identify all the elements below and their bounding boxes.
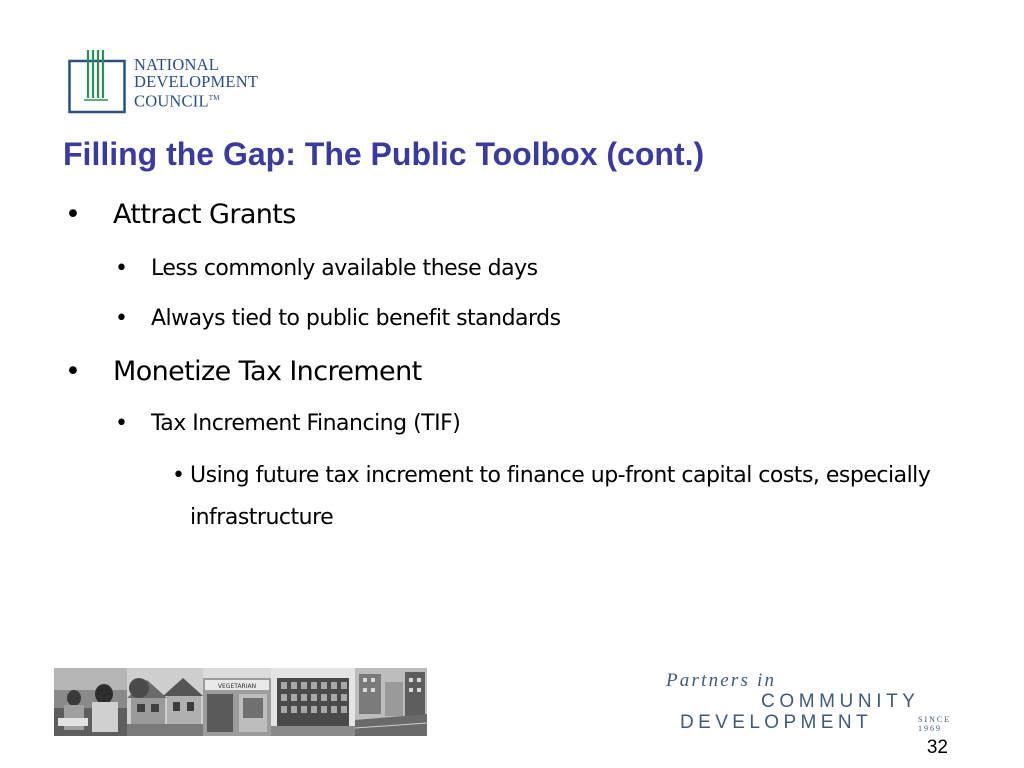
tagline-partners: Partners in [666, 670, 777, 691]
bullet-dot-icon: • [115, 411, 128, 436]
tagline-development: DEVELOPMENT [680, 712, 872, 733]
tagline-community: COMMUNITY [761, 691, 920, 712]
brick-building-photo [271, 668, 355, 736]
meeting-photo [54, 668, 127, 736]
city-block-photo [355, 668, 427, 736]
bullet-dot-icon: • [115, 306, 128, 331]
bullet-dot-icon: • [65, 199, 81, 230]
page-number: 32 [926, 737, 948, 758]
tagline-since [918, 715, 951, 733]
logo-line-3-text: COUNCIL [134, 91, 209, 111]
bullet-level1 [65, 356, 422, 387]
logo-line-2: DEVELOPMENT [134, 72, 259, 91]
trademark-mark: TM [208, 94, 220, 102]
bullet-level2 [115, 411, 461, 436]
bullet-dot-icon: • [65, 356, 81, 387]
bullet-text: Tax Increment Financing (TIF) [151, 411, 461, 436]
bullet-text: Always tied to public benefit standards [151, 306, 561, 331]
bullet-level3 [172, 455, 960, 539]
bullet-level1 [65, 199, 296, 230]
bullet-text: Using future tax increment to finance up-front capital costs, especially infrastructure [190, 463, 931, 530]
bullet-level2 [115, 306, 561, 331]
storefront-photo [203, 668, 271, 736]
bullet-text: Attract Grants [113, 199, 296, 230]
storefront-sign: VEGETARIAN [217, 683, 257, 690]
bullet-dot-icon: • [172, 463, 185, 488]
bullet-level2 [115, 256, 538, 281]
bullet-text: Less commonly available these days [151, 256, 538, 281]
tagline-since-word: SINCE [918, 715, 952, 724]
photo-strip [54, 668, 427, 736]
tagline-since-year: 1969 [918, 724, 942, 733]
logo-wordmark [134, 55, 259, 111]
bullet-text: Monetize Tax Increment [113, 356, 422, 387]
houses-photo [127, 668, 203, 736]
logo-line-3 [134, 90, 258, 111]
logo-line-1: NATIONAL [134, 55, 220, 74]
national-development-council-logo [68, 48, 288, 116]
ndc-logo-mark-icon [68, 48, 126, 114]
bullet-dot-icon: • [115, 256, 128, 281]
slide-title: Filling the Gap: The Public Toolbox (cont.) [63, 136, 705, 172]
partners-in-community-development-tagline [660, 668, 970, 748]
